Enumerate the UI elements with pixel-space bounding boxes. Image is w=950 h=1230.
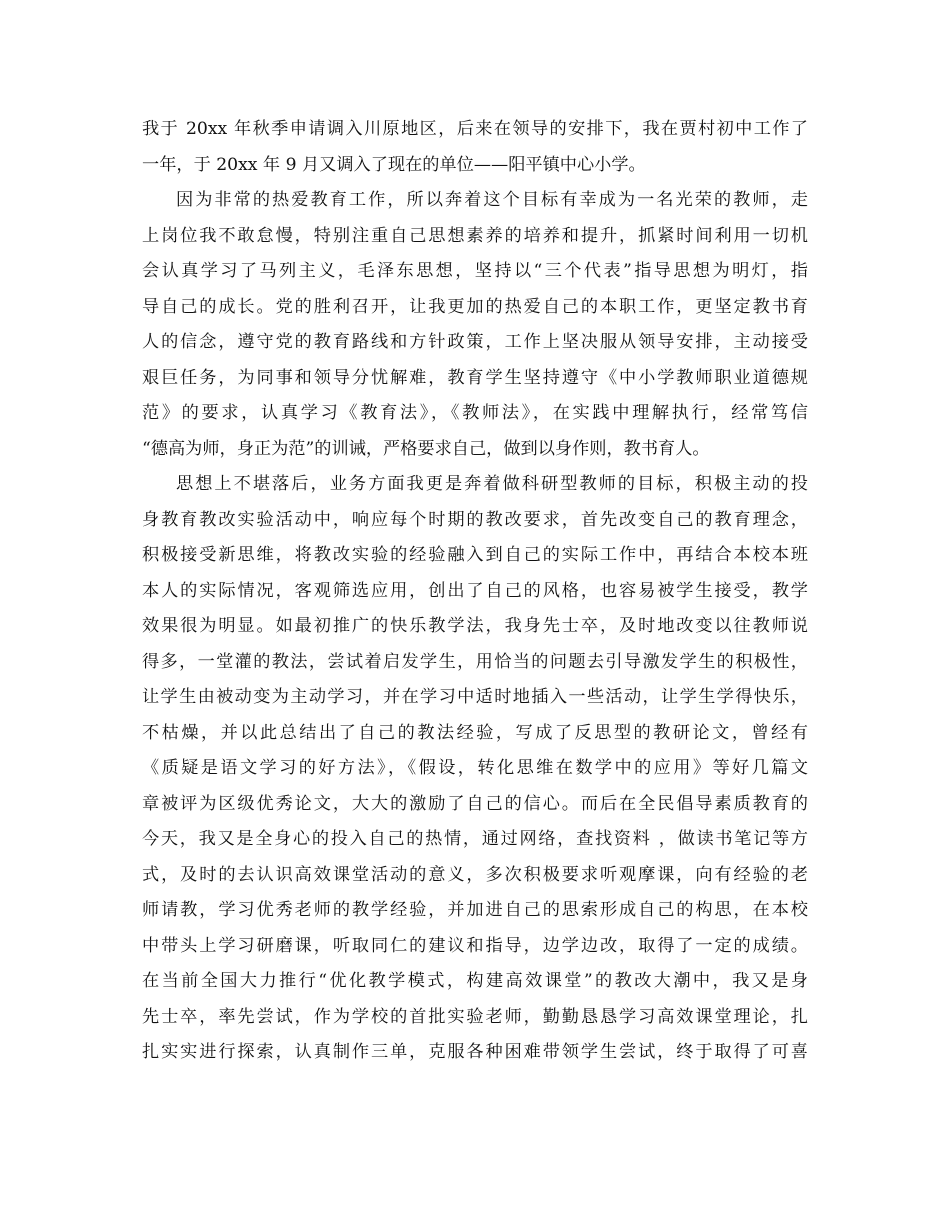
paragraph-3-line-9: 《质疑是语文学习的好方法》，《假设，转化思维在数学中的应用》等好几篇文 xyxy=(142,758,808,778)
paragraph-3-line-16: 先士卒，率先尝试，作为学校的首批实验老师，勤勤恳恳学习高效课堂理论，扎 xyxy=(142,1006,808,1027)
paragraph-2-line-2: 上岗位我不敢怠慢，特别注重自己思想素养的培养和提升，抓紧时间利用一切机 xyxy=(142,225,808,246)
paragraph-3-line-8: 不枯燥，并以此总结出了自己的教法经验，写成了反思型的教研论文，曾经有 xyxy=(142,722,808,743)
paragraph-2-line-5: 人的信念，遵守党的教育路线和方针政策，工作上坚决服从领导安排，主动接受 xyxy=(142,332,808,352)
paragraph-3-line-10: 章被评为区级优秀论文，大大的激励了自己的信心。而后在全民倡导素质教育的 xyxy=(142,793,808,814)
paragraph-1-line-1: 我于 20xx 年秋季申请调入川原地区，后来在领导的安排下，我在贾村初中工作了 xyxy=(142,119,808,139)
paragraph-3-line-6: 得多，一堂灌的教法，尝试着启发学生，用恰当的问题去引导激发学生的积极性， xyxy=(142,651,808,672)
paragraph-2-line-4: 导自己的成长。党的胜利召开，让我更加的热爱自己的本职工作，更坚定教书育 xyxy=(142,296,808,317)
paragraph-2-line-8: “德高为师，身正为范”的训诫，严格要求自己，做到以身作则，教书育人。 xyxy=(142,438,710,459)
paragraph-3-line-1: 思想上不堪落后，业务方面我更是奔着做科研型教师的目标，积极主动的投 xyxy=(176,474,808,494)
paragraph-2-line-7: 范》的要求，认真学习《教育法》，《教师法》，在实践中理解执行，经常笃信 xyxy=(142,403,808,423)
paragraph-2-line-3: 会认真学习了马列主义，毛泽东思想，坚持以“三个代表”指导思想为明灯，指 xyxy=(142,261,808,281)
paragraph-3-line-12: 式，及时的去认识高效课堂活动的意义，多次积极要求听观摩课，向有经验的老 xyxy=(142,864,808,885)
paragraph-2-line-6: 艰巨任务，为同事和领导分忧解难，教育学生坚持遵守《中小学教师职业道德规 xyxy=(142,367,808,388)
paragraph-2-line-1: 因为非常的热爱教育工作，所以奔着这个目标有幸成为一名光荣的教师，走 xyxy=(176,190,808,210)
paragraph-3-line-13: 师请教，学习优秀老师的教学经验，并加进自己的思索形成自己的构思，在本校 xyxy=(142,900,808,920)
paragraph-3-line-15: 在当前全国大力推行“优化教学模式，构建高效课堂”的教改大潮中，我又是身 xyxy=(142,971,808,991)
paragraph-3-line-2: 身教育教改实验活动中，响应每个时期的教改要求，首先改变自己的教育理念， xyxy=(142,509,808,530)
paragraph-3-line-4: 本人的实际情况，客观筛选应用，创出了自己的风格，也容易被学生接受，教学 xyxy=(142,580,808,601)
paragraph-3-line-17: 扎实实进行探索，认真制作三单，克服各种困难带领学生尝试，终于取得了可喜 xyxy=(142,1042,808,1062)
paragraph-3-line-14: 中带头上学习研磨课，听取同仁的建议和指导，边学边改，取得了一定的成绩。 xyxy=(142,935,808,956)
paragraph-3-line-5: 效果很为明显。如最初推广的快乐教学法，我身先士卒，及时地改变以往教师说 xyxy=(142,616,808,636)
paragraph-3-line-11: 今天，我又是全身心的投入自己的热情，通过网络，查找资料 ，做读书笔记等方 xyxy=(142,829,808,849)
paragraph-1-line-2: 一年，于 20xx 年 9 月又调入了现在的单位——阳平镇中心小学。 xyxy=(142,154,646,175)
paragraph-3-line-7: 让学生由被动变为主动学习，并在学习中适时地插入一些活动，让学生学得快乐， xyxy=(142,687,808,707)
paragraph-3-line-3: 积极接受新思维，将教改实验的经验融入到自己的实际工作中，再结合本校本班 xyxy=(142,545,808,565)
document-body xyxy=(142,112,808,1071)
